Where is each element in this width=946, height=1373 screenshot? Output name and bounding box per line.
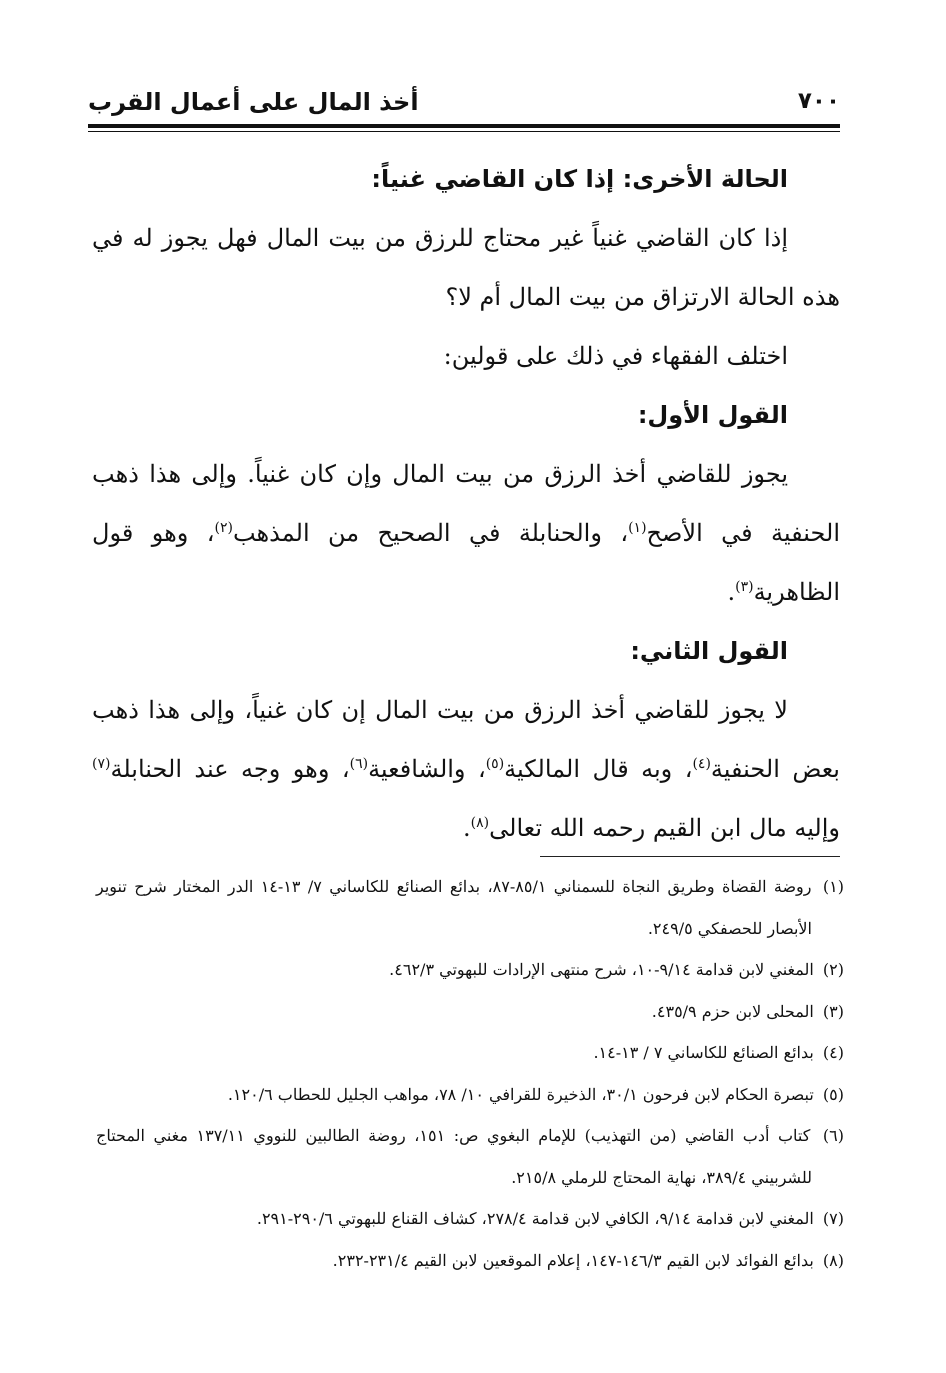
page-number: ٧٠٠ — [797, 88, 840, 114]
text-segment: ، وبه قال المالكية — [504, 755, 693, 783]
text-segment: . — [463, 814, 471, 842]
text-segment: ، والشافعية — [368, 755, 486, 783]
footnote-text: بدائع الفوائد لابن القيم ١٤٦/٣-١٤٧، إعلام الموقعين لابن القيم ٢٣١/٤-٢٣٢. — [332, 1250, 814, 1270]
paragraph-first-opinion — [92, 445, 840, 622]
footnote-ref[interactable]: (٨) — [470, 815, 490, 831]
footnote-text: كتاب أدب القاضي (من التهذيب) للإمام البغوي ص: ١٥١، روضة الطالبين للنووي ١٣٧/١١ مغني المحتاج للشربيني ٣٨٩/٤، نهاية المحتاج للرملي ٢١٥/٨. — [96, 1126, 812, 1187]
running-title: أخذ المال على أعمال القرب — [88, 88, 419, 116]
text-segment: ، والحنابلة في الصحيح من المذهب — [232, 519, 629, 547]
footnote-item — [96, 1032, 844, 1074]
footnote-number: (٢) — [822, 960, 844, 979]
footnote-item — [96, 1240, 844, 1282]
footnote-text: روضة القضاة وطريق النجاة للسمناني ٨٥/١-٨٧، بدائع الصنائع للكاساني ٧/ ١٣-١٤ الدر المختار شرح تنوير الأبصار للحصفكي ٢٤٩/٥. — [96, 877, 812, 938]
footnote-item — [96, 1115, 844, 1198]
footnote-text: المغني لابن قدامة ٩/١٤-١٠، شرح منتهى الإرادات للبهوتي ٤٦٢/٣. — [389, 960, 814, 979]
footnote-item — [96, 1198, 844, 1240]
footnote-number: (٥) — [822, 1084, 844, 1104]
footnote-ref[interactable]: (٤) — [692, 756, 711, 772]
text-segment: . — [727, 578, 736, 606]
footnote-text: المحلى لابن حزم ٤٣٥/٩. — [651, 1001, 814, 1021]
footnote-ref[interactable]: (٣) — [735, 579, 754, 595]
paragraph-disagreement: اختلف الفقهاء في ذلك على قولين: — [443, 342, 788, 370]
text-segment: لا يجوز للقاضي أخذ الرزق من بيت المال إن كان غنياً، وإلى هذا ذهب بعض الحنفية — [92, 696, 840, 783]
footnote-number: (٧) — [822, 1209, 844, 1228]
main-text — [92, 150, 840, 858]
text-segment: ، وهو وجه عند الحنابلة — [110, 755, 350, 783]
footnote-ref[interactable]: (٥) — [485, 756, 505, 772]
footnote-ref[interactable]: (٦) — [349, 756, 369, 772]
text-segment: وإليه مال ابن القيم رحمه الله تعالى — [489, 814, 840, 842]
text-segment: ، وهو قول الظاهرية — [92, 519, 840, 606]
footnote-item — [96, 1074, 844, 1116]
footnote-number: (٤) — [822, 1043, 844, 1062]
header-rule-thick — [88, 124, 840, 128]
running-header — [88, 84, 840, 124]
footnote-number: (١) — [822, 877, 844, 896]
heading-second-opinion: القول الثاني: — [630, 637, 788, 665]
section-heading-other-case: الحالة الأخرى: إذا كان القاضي غنياً: — [371, 165, 788, 193]
footnotes — [96, 866, 844, 1281]
footnote-ref[interactable]: (٢) — [214, 520, 233, 536]
footnote-number: (٦) — [822, 1126, 844, 1145]
footnote-number: (٨) — [822, 1250, 844, 1270]
text-segment: يجوز للقاضي أخذ الرزق من بيت المال وإن كان غنياً. وإلى هذا ذهب الحنفية في الأصح — [92, 460, 840, 547]
footnote-ref[interactable]: (١) — [628, 520, 647, 536]
footnote-separator — [540, 856, 840, 857]
heading-first-opinion: القول الأول: — [637, 401, 788, 429]
footnote-text: بدائع الصنائع للكاساني ٧ / ١٣-١٤. — [593, 1043, 814, 1062]
footnote-text: المغني لابن قدامة ٩/١٤، الكافي لابن قدامة ٢٧٨/٤، كشاف القناع للبهوتي ٢٩٠/٦-٢٩١. — [256, 1209, 814, 1228]
footnote-text: تبصرة الحكام لابن فرحون ٣٠/١، الذخيرة للقرافي ١٠/ ٧٨، مواهب الجليل للحطاب ١٢٠/٦. — [227, 1084, 814, 1104]
footnote-item — [96, 866, 844, 949]
footnote-number: (٣) — [822, 1001, 844, 1021]
header-rule-thin — [88, 131, 840, 132]
footnote-item — [96, 991, 844, 1033]
paragraph-second-opinion — [92, 681, 840, 858]
footnote-item — [96, 949, 844, 991]
footnote-ref[interactable]: (٧) — [92, 756, 111, 772]
paragraph-question: إذا كان القاضي غنياً غير محتاج للرزق من بيت المال فهل يجوز له في هذه الحالة الارتزاق من بيت المال أم لا؟ — [92, 224, 840, 311]
